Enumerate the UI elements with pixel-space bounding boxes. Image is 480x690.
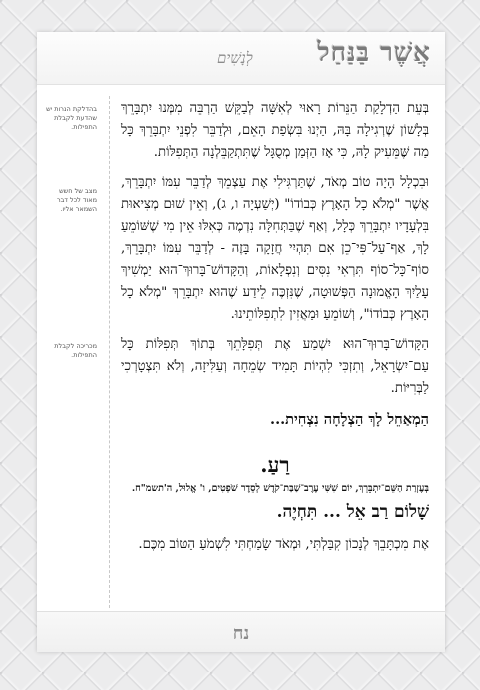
page-footer xyxy=(37,611,445,652)
margin-divider xyxy=(109,96,110,608)
page-header xyxy=(37,32,445,85)
blessing-line: הַמְאַחֵל לָךְ הַצְלָחָה נִצְחִית... xyxy=(270,411,429,428)
paragraph: בְּעֵת הַדְלָקַת הַנֵּרוֹת רָאוּי לְאִשָּׁה לְבַקֵּשׁ הַרְבֵּה מִמְּנוּ יִתְבָּרֵךְ בְּלָשׁוֹן שֶׁרְגִילָה בָּהּ, הַיְנוּ בִּשְׂפַת הָאֵם, וּלְדַבֵּר לִפְנֵי יִתְבָּרֵךְ כָּל מַה שֶּׁמֵּעִיק לָהּ, כִּי אָז הַזְּמַן מְסֻגָּל שֶׁתִּתְקַבֵּלְנָה הַתְּפִלּוֹת. xyxy=(121,101,429,160)
side-note: בהדלקת הנרות יש שהדעת לקבלת התפילות. xyxy=(46,105,97,131)
letter-body xyxy=(121,98,429,556)
paragraph: אֶת מִכְתָּבֵךְ לְנָכוֹן קִבַּלְתִּי, וּמְאֹד שָׂמַחְתִּי לִשְׁמֹעַ הַטּוֹב מִכֶּם. xyxy=(138,537,429,552)
side-note: מצב של חשש מאוד לכל דבר השמאר אליו. xyxy=(56,187,97,213)
book-title: אֲשֶׁר בַּנַּחַל xyxy=(317,38,431,68)
greeting: שָׁלוֹם רַב אֵל ... תִּחְיֶה. xyxy=(276,502,429,522)
paragraph: וּבִכְלָל הָיָה טוֹב מְאֹד, שֶׁתַּרְגִּילִי אֶת עַצְמֵךְ לְדַבֵּר עִמּוֹ יִתְבָּרֵךְ, אֲשֶׁר "מְלֹא כָל הָאָרֶץ כְּבוֹדוֹ" (יְשַׁעְיָה ו, ג), וְאֵין שׁוּם מְצִיאוּת בִּלְעָדָיו יִתְבָּרֵךְ כְּלָל, וְאַף שֶׁבַּתְּחִלָּה נִדְמֶה כְּאִלּוּ אֵין מִי שֶׁשּׁוֹמֵעַ לָךְ, אַף־עַל־פִּי־כֵן אִם תִּהְיִי חֲזָקָה בָּזֶה - לְדַבֵּר עִמּוֹ יִתְבָּרֵךְ, סוֹף־כָּל־סוֹף תִּרְאִי נִסִּים וְנִפְלָאוֹת, וְהַקָּדוֹשׁ־בָּרוּךְ־הוּא יַמְשִׁיךְ עָלַיִךְ הָאֱמוּנָה הַפְּשׁוּטָה, שֶׁנִּזְכֶּה לֵידַע שֶׁהוּא יִתְבָּרֵךְ "מְלֹא כָל הָאָרֶץ כְּבוֹדוֹ", וְשׁוֹמֵעַ וּמַאֲזִין לִתְפִלּוֹתֵינוּ. xyxy=(121,175,429,322)
book-page xyxy=(37,32,445,652)
letter-heading: רַעַ. xyxy=(260,452,290,477)
page-number: נח xyxy=(232,623,250,644)
side-note: מכריכה לקבלת התפילות. xyxy=(54,342,97,359)
paragraph: הַקָּדוֹשׁ־בָּרוּךְ־הוּא יִשְׁמַע אֶת תְּפִלָּתֵךְ בְּתוֹךְ תְּפִלּוֹת כָּל עַם־יִשְׂרָאֵל, וְתִזְכִּי לִהְיוֹת תָּמִיד שְׂמֵחָה וְעַלִּיזָה, וְלֹא תִּצְטָרְכִי לַבְּרִיּוֹת. xyxy=(121,337,429,396)
date-line: בְּעֶזְרַת הַשֵּׁם־יִתְבָּרֵךְ, יוֹם שִׁשִּׁי עֶרֶב־שַׁבַּת־קֹדֶשׁ לְסֵדֶר שֹׁפְטִים, ו' אֱלוּל, ה'תשמ"ח. xyxy=(131,483,429,494)
section-title: לְנָשִׁים xyxy=(217,49,253,67)
